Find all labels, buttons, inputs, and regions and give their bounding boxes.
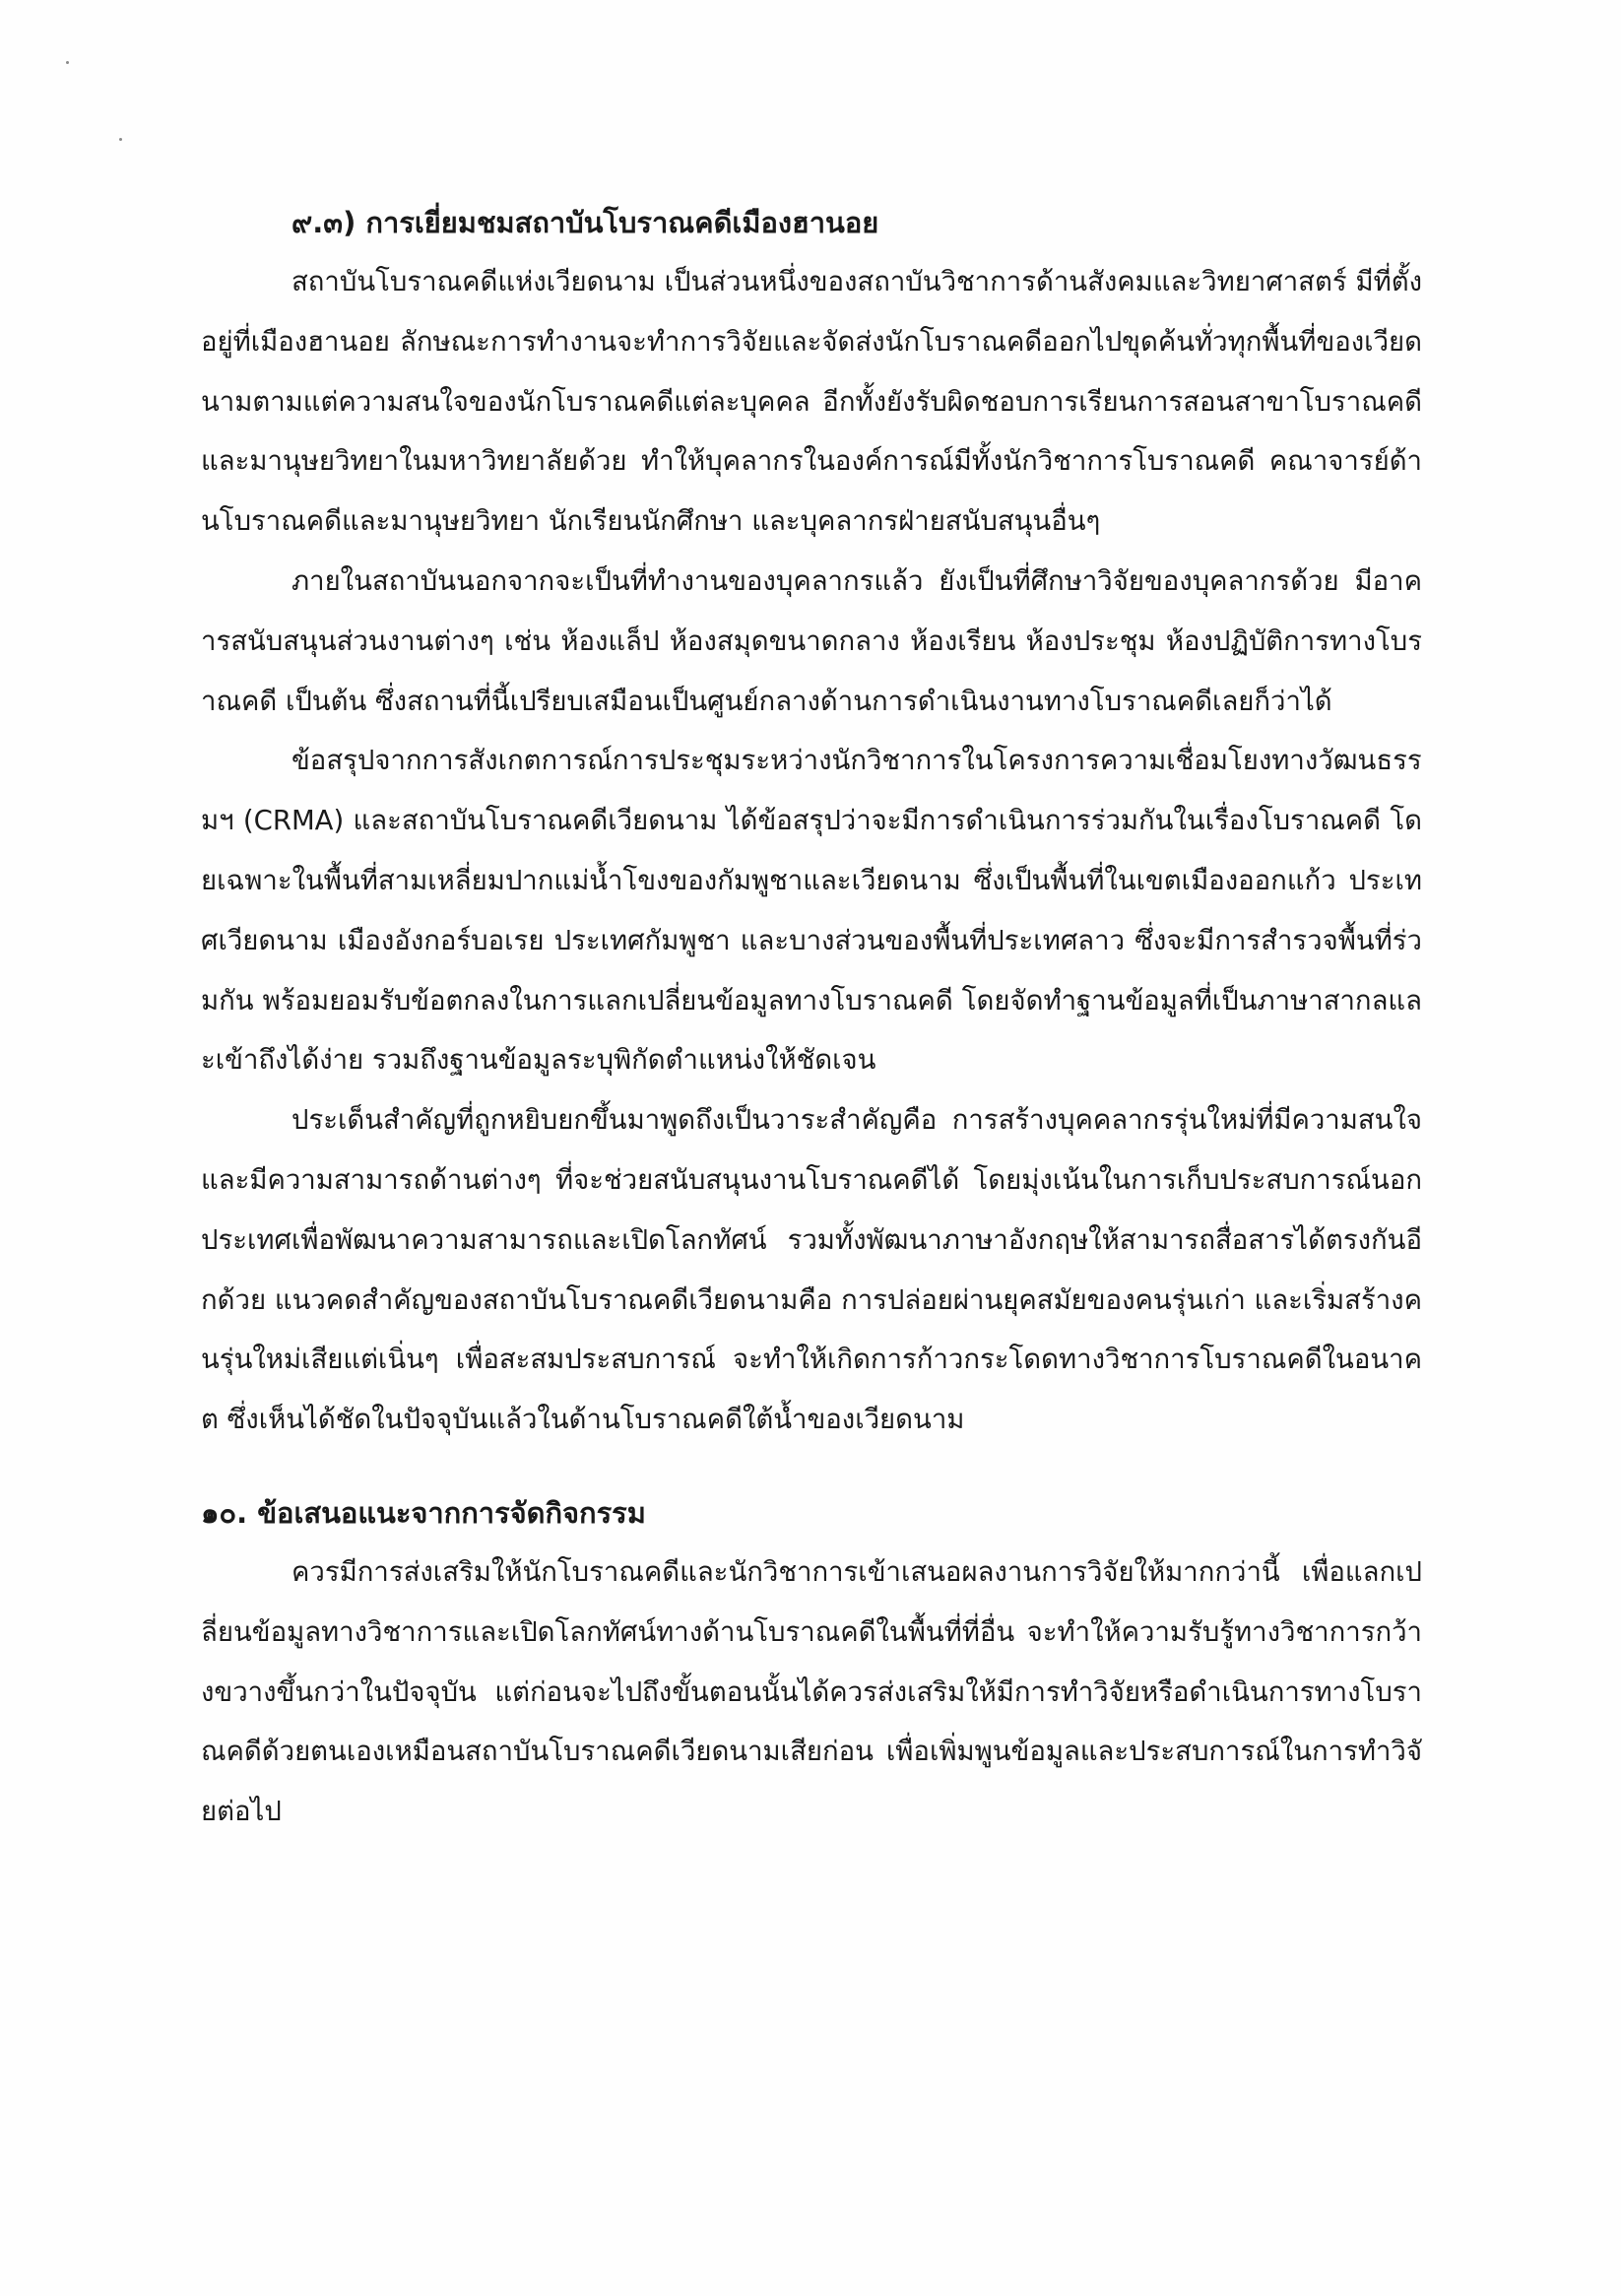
paragraph: สถาบันโบราณคดีแห่งเวียดนาม เป็นส่วนหนึ่งของสถาบันวิชาการด้านสังคมและวิทยาศาสตร์ มีที่ตั้งอยู่ที่เมืองฮานอย ลักษณะการทำงานจะทำการวิจัยและจัดส่งนักโบราณคดีออกไปขุดค้นทั่วทุกพื้นที่ของเวียดนามตามแต่ความสนใจของนักโบราณคดีแต่ละบุคคล อีกทั้งยังรับผิดชอบการเรียนการสอนสาขาโบราณคดีและมานุษยวิทยาในมหาวิทยาลัยด้วย ทำให้บุคลากรในองค์การณ์มีทั้งนักวิชาการโบราณคดี คณาจารย์ด้านโบราณคดีและมานุษยวิทยา นักเรียนนักศึกษา และบุคลากรฝ่ายสนับสนุนอื่นๆ	[201, 266, 1422, 538]
section-heading-9-3: ๙.๓) การเยี่ยมชมสถาบันโบราณคดีเมืองฮานอย	[292, 206, 879, 239]
paragraph: ข้อสรุปจากการสังเกตการณ์การประชุมระหว่างนักวิชาการในโครงการความเชื่อมโยงทางวัฒนธรรมฯ (CRMA) และสถาบันโบราณคดีเวียดนาม ได้ข้อสรุปว่าจะมีการดำเนินการร่วมกันในเรื่องโบราณคดี โดยเฉพาะในพื้นที่สามเหลี่ยมปากแม่น้ำโขงของกัมพูชาและเวียดนาม ซึ่งเป็นพื้นที่ในเขตเมืองออกแก้ว ประเทศเวียดนาม เมืองอังกอร์บอเรย ประเทศกัมพูชา และบางส่วนของพื้นที่ประเทศลาว ซึ่งจะมีการสำรวจพื้นที่ร่วมกัน พร้อมยอมรับข้อตกลงในการแลกเปลี่ยนข้อมูลทางโบราณคดี โดยจัดทำฐานข้อมูลที่เป็นภาษาสากลและเข้าถึงได้ง่าย รวมถึงฐานข้อมูลระบุพิกัดตำแหน่งให้ชัดเจน	[201, 745, 1422, 1077]
paragraph: ประเด็นสำคัญที่ถูกหยิบยกขึ้นมาพูดถึงเป็นวาระสำคัญคือ การสร้างบุคคลากรรุ่นใหม่ที่มีความสนใจและมีความสามารถด้านต่างๆ ที่จะช่วยสนับสนุนงานโบราณคดีได้ โดยมุ่งเน้นในการเก็บประสบการณ์นอกประเทศเพื่อพัฒนาความสามารถและเปิดโลกทัศน์ รวมทั้งพัฒนาภาษาอังกฤษให้สามารถสื่อสารได้ตรงกันอีกด้วย แนวคดสำคัญของสถาบันโบราณคดีเวียดนามคือ การปล่อยผ่านยุคสมัยของคนรุ่นเก่า และเริ่มสร้างคนรุ่นใหม่เสียแต่เนิ่นๆ เพื่อสะสมประสบการณ์ จะทำให้เกิดการก้าวกระโดดทางวิชาการโบราณคดีในอนาคต ซึ่งเห็นได้ชัดในปัจจุบันแล้วในด้านโบราณคดีใต้น้ำของเวียดนาม	[201, 1104, 1422, 1436]
document-body	[201, 193, 1422, 1842]
scan-speck	[66, 61, 69, 64]
paragraph: ภายในสถาบันนอกจากจะเป็นที่ทำงานของบุคลากรแล้ว ยังเป็นที่ศึกษาวิจัยของบุคลากรด้วย มีอาคารสนับสนุนส่วนงานต่างๆ เช่น ห้องแล็ป ห้องสมุดขนาดกลาง ห้องเรียน ห้องประชุม ห้องปฏิบัติการทางโบราณคดี เป็นต้น ซึ่งสถานที่นี้เปรียบเสมือนเป็นศูนย์กลางด้านการดำเนินงานทางโบราณคดีเลยก็ว่าได้	[201, 564, 1422, 717]
paragraph: ควรมีการส่งเสริมให้นักโบราณคดีและนักวิชาการเข้าเสนอผลงานการวิจัยให้มากกว่านี้ เพื่อแลกเปลี่ยนข้อมูลทางวิชาการและเปิดโลกทัศน์ทางด้านโบราณคดีในพื้นที่ที่อื่น จะทำให้ความรับรู้ทางวิชาการกว้างขวางขึ้นกว่าในปัจจุบัน แต่ก่อนจะไปถึงขั้นตอนนั้นได้ควรส่งเสริมให้มีการทำวิจัยหรือดำเนินการทางโบราณคดีด้วยตนเองเหมือนสถาบันโบราณคดีเวียดนามเสียก่อน เพื่อเพิ่มพูนข้อมูลและประสบการณ์ในการทำวิจัยต่อไป	[201, 1555, 1422, 1828]
section-heading-10: ๑๐. ข้อเสนอแนะจากการจัดกิจกรรม	[201, 1495, 646, 1530]
section-spacer	[201, 1450, 1422, 1483]
scan-speck	[119, 138, 122, 141]
